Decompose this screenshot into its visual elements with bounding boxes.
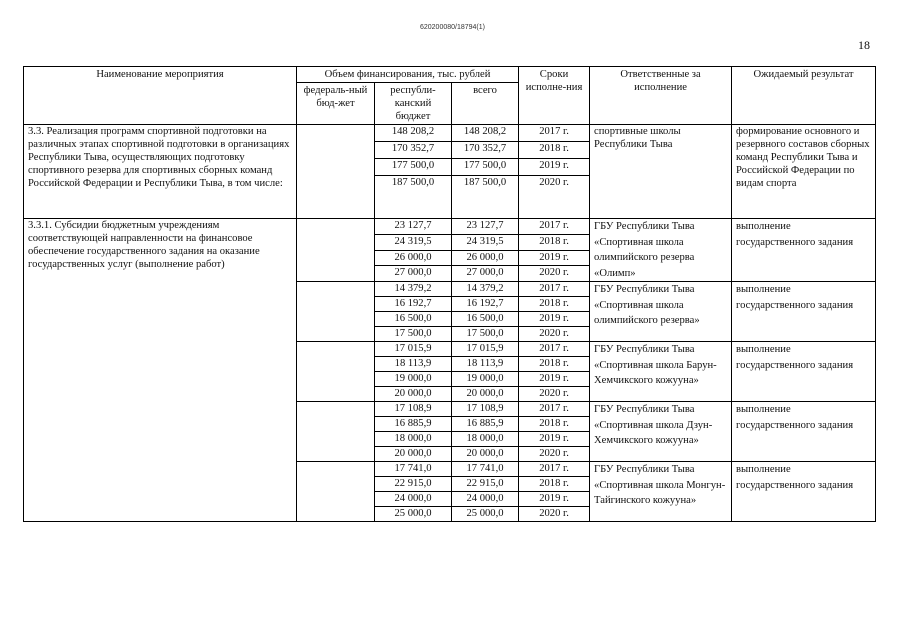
year-cell: 2017 г. bbox=[519, 462, 590, 477]
republic-cell: 26 000,0 bbox=[375, 250, 452, 266]
responsible-cell: ГБУ Республики Тыва «Спортивная школа олимпийского резерва» bbox=[590, 282, 732, 342]
total-cell: 24 000,0 bbox=[452, 492, 519, 507]
year-cell: 2019 г. bbox=[519, 492, 590, 507]
year-cell: 2020 г. bbox=[519, 507, 590, 522]
total-cell: 187 500,0 bbox=[452, 176, 519, 219]
header-name: Наименование мероприятия bbox=[24, 67, 297, 125]
year-cell: 2018 г. bbox=[519, 142, 590, 159]
year-cell: 2017 г. bbox=[519, 402, 590, 417]
total-cell: 26 000,0 bbox=[452, 250, 519, 266]
republic-cell: 18 000,0 bbox=[375, 432, 452, 447]
republic-cell: 19 000,0 bbox=[375, 372, 452, 387]
total-cell: 24 319,5 bbox=[452, 234, 519, 250]
year-cell: 2018 г. bbox=[519, 234, 590, 250]
year-cell: 2019 г. bbox=[519, 312, 590, 327]
document-id: 620200080/18794(1) bbox=[419, 24, 485, 31]
federal-cell bbox=[297, 219, 375, 282]
federal-cell bbox=[297, 462, 375, 522]
header-total: всего bbox=[452, 83, 519, 125]
republic-cell: 16 500,0 bbox=[375, 312, 452, 327]
year-cell: 2018 г. bbox=[519, 357, 590, 372]
activity-name: 3.3. Реализация программ спортивной подготовки на различных этапах спортивной подготовки в организациях Республики Тыва, осуществляющих подготовку спортивного резерва для спортивных сборных команд Российской Федерации и Республики Тыва, в том числе: bbox=[24, 125, 297, 219]
total-cell: 27 000,0 bbox=[452, 266, 519, 282]
republic-cell: 24 000,0 bbox=[375, 492, 452, 507]
republic-cell: 148 208,2 bbox=[375, 125, 452, 142]
financing-table bbox=[23, 66, 876, 522]
total-cell: 170 352,7 bbox=[452, 142, 519, 159]
total-cell: 17 741,0 bbox=[452, 462, 519, 477]
republic-cell: 25 000,0 bbox=[375, 507, 452, 522]
year-cell: 2017 г. bbox=[519, 342, 590, 357]
year-cell: 2017 г. bbox=[519, 219, 590, 235]
header-federal: федераль-ный бюд-жет bbox=[297, 83, 375, 125]
header-result: Ожидаемый результат bbox=[732, 67, 876, 125]
activity-name: 3.3.1. Субсидии бюджетным учреждениям соответствующей направленности на финансовое обеспечение государственного задания на оказание государственных услуг (выполнение работ) bbox=[24, 219, 297, 522]
total-cell: 148 208,2 bbox=[452, 125, 519, 142]
table-row bbox=[24, 125, 876, 142]
republic-cell: 17 500,0 bbox=[375, 327, 452, 342]
republic-cell: 23 127,7 bbox=[375, 219, 452, 235]
total-cell: 16 192,7 bbox=[452, 297, 519, 312]
republic-cell: 170 352,7 bbox=[375, 142, 452, 159]
total-cell: 16 885,9 bbox=[452, 417, 519, 432]
total-cell: 17 015,9 bbox=[452, 342, 519, 357]
year-cell: 2017 г. bbox=[519, 125, 590, 142]
year-cell: 2020 г. bbox=[519, 266, 590, 282]
result-cell: выполнение государственного задания bbox=[732, 342, 876, 402]
result-cell: выполнение государственного задания bbox=[732, 219, 876, 282]
result-cell: выполнение государственного задания bbox=[732, 402, 876, 462]
republic-cell: 177 500,0 bbox=[375, 159, 452, 176]
year-cell: 2018 г. bbox=[519, 477, 590, 492]
republic-cell: 17 741,0 bbox=[375, 462, 452, 477]
year-cell: 2019 г. bbox=[519, 432, 590, 447]
responsible-cell: ГБУ Республики Тыва «Спортивная школа Дзун-Хемчикского кожууна» bbox=[590, 402, 732, 462]
year-cell: 2018 г. bbox=[519, 417, 590, 432]
responsible-cell: ГБУ Республики Тыва «Спортивная школа Монгун-Тайгинского кожууна» bbox=[590, 462, 732, 522]
total-cell: 17 500,0 bbox=[452, 327, 519, 342]
table-row bbox=[24, 219, 876, 235]
result-cell: выполнение государственного задания bbox=[732, 462, 876, 522]
republic-cell: 17 108,9 bbox=[375, 402, 452, 417]
total-cell: 16 500,0 bbox=[452, 312, 519, 327]
year-cell: 2019 г. bbox=[519, 250, 590, 266]
result-cell: выполнение государственного задания bbox=[732, 282, 876, 342]
year-cell: 2020 г. bbox=[519, 387, 590, 402]
header-terms: Сроки исполне-ния bbox=[519, 67, 590, 125]
total-cell: 18 000,0 bbox=[452, 432, 519, 447]
result-cell: формирование основного и резервного составов сборных команд Республики Тыва и Российской Федерации по видам спорта bbox=[732, 125, 876, 219]
republic-cell: 16 192,7 bbox=[375, 297, 452, 312]
year-cell: 2020 г. bbox=[519, 447, 590, 462]
year-cell: 2017 г. bbox=[519, 282, 590, 297]
year-cell: 2019 г. bbox=[519, 372, 590, 387]
responsible-cell: спортивные школы Республики Тыва bbox=[590, 125, 732, 219]
responsible-cell: ГБУ Республики Тыва «Спортивная школа олимпийского резерва «Олимп» bbox=[590, 219, 732, 282]
year-cell: 2020 г. bbox=[519, 176, 590, 219]
republic-cell: 16 885,9 bbox=[375, 417, 452, 432]
republic-cell: 14 379,2 bbox=[375, 282, 452, 297]
republic-cell: 24 319,5 bbox=[375, 234, 452, 250]
republic-cell: 18 113,9 bbox=[375, 357, 452, 372]
republic-cell: 22 915,0 bbox=[375, 477, 452, 492]
header-responsible: Ответственные за исполнение bbox=[590, 67, 732, 125]
republic-cell: 17 015,9 bbox=[375, 342, 452, 357]
total-cell: 18 113,9 bbox=[452, 357, 519, 372]
total-cell: 25 000,0 bbox=[452, 507, 519, 522]
federal-cell bbox=[297, 402, 375, 462]
federal-cell bbox=[297, 342, 375, 402]
total-cell: 177 500,0 bbox=[452, 159, 519, 176]
year-cell: 2020 г. bbox=[519, 327, 590, 342]
responsible-cell: ГБУ Республики Тыва «Спортивная школа Барун-Хемчикского кожууна» bbox=[590, 342, 732, 402]
republic-cell: 20 000,0 bbox=[375, 387, 452, 402]
year-cell: 2018 г. bbox=[519, 297, 590, 312]
total-cell: 19 000,0 bbox=[452, 372, 519, 387]
total-cell: 20 000,0 bbox=[452, 447, 519, 462]
federal-cell bbox=[297, 125, 375, 219]
republic-cell: 187 500,0 bbox=[375, 176, 452, 219]
total-cell: 20 000,0 bbox=[452, 387, 519, 402]
total-cell: 23 127,7 bbox=[452, 219, 519, 235]
total-cell: 14 379,2 bbox=[452, 282, 519, 297]
header-republic: республи-канский бюджет bbox=[375, 83, 452, 125]
page-number: 18 bbox=[858, 38, 870, 52]
header-financing: Объем финансирования, тыс. рублей bbox=[297, 67, 519, 83]
republic-cell: 27 000,0 bbox=[375, 266, 452, 282]
total-cell: 22 915,0 bbox=[452, 477, 519, 492]
federal-cell bbox=[297, 282, 375, 342]
total-cell: 17 108,9 bbox=[452, 402, 519, 417]
year-cell: 2019 г. bbox=[519, 159, 590, 176]
republic-cell: 20 000,0 bbox=[375, 447, 452, 462]
